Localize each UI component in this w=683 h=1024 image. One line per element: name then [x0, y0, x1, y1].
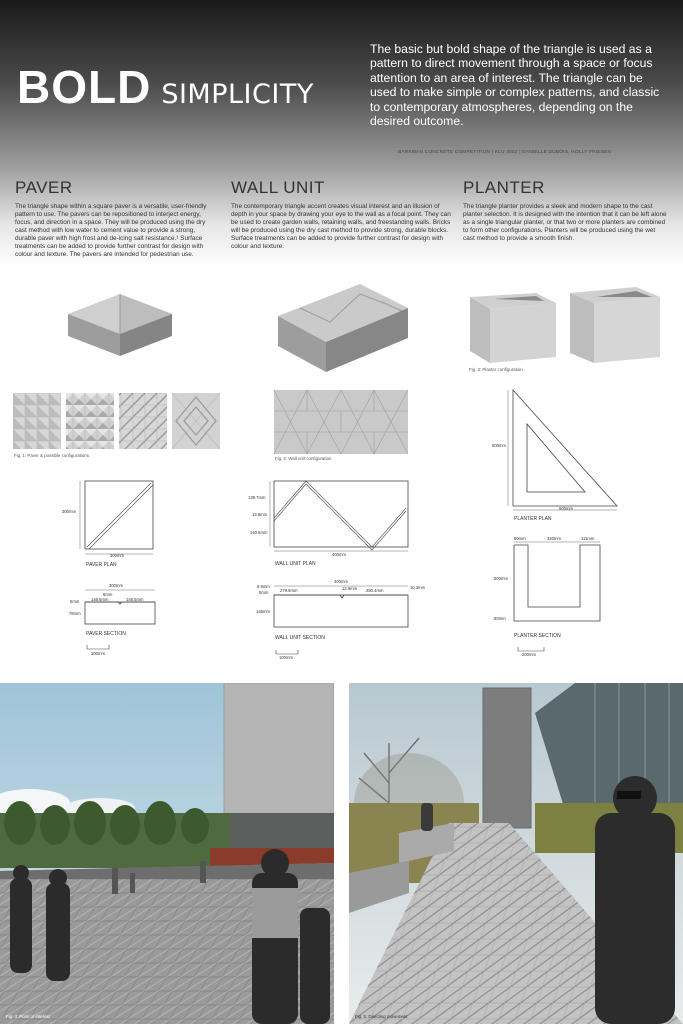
wall-sec-dim-280: 280.4mm	[366, 588, 384, 593]
wall-plan-label: WALL UNIT PLAN	[275, 561, 316, 567]
planter-scale-label: 200mm	[522, 652, 536, 657]
planter-text: The triangle planter provides a sleek and modern shape to the cast planter selection. It is designed with the intention that it can be left alone as a single triangular planter, or that two or more planters are combined to form other configurations. Planters will be produced using the wet cast method to provide a smooth finish.	[463, 203, 667, 242]
paver-sec-dim-6: 6mm	[103, 592, 113, 597]
wall-plan-dim-len: 400mm	[332, 552, 346, 557]
planter-section-drawing	[512, 541, 602, 626]
paver-section-drawing	[80, 588, 160, 628]
planter-plan-drawing	[505, 388, 625, 513]
title-light: SIMPLICITY	[161, 79, 314, 110]
wall-unit-render	[270, 278, 415, 378]
planter-title: PLANTER	[463, 178, 545, 197]
paver-plan-dim-side: 300mm	[62, 509, 76, 514]
planter-sec-dim-80: 80mm	[514, 536, 526, 541]
planter-plan-label: PLANTER PLAN	[514, 516, 552, 522]
paver-patterns	[13, 393, 223, 451]
wall-config-caption: Fig. 2: Wall unit configuration	[275, 456, 332, 461]
title-bold: BOLD	[17, 61, 152, 113]
paver-render	[60, 290, 180, 360]
wall-plan-drawing	[268, 480, 413, 555]
wall-section-label: WALL UNIT SECTION	[275, 635, 325, 641]
planter-sec-dim-320: 320mm	[547, 536, 561, 541]
wall-sec-dim-top: 400mm	[334, 579, 348, 584]
wall-section-drawing	[272, 585, 412, 630]
wall-scale-label: 100mm	[279, 655, 293, 660]
planter-plan-dim-side: 500mm	[492, 443, 506, 448]
planter-sec-dim-base: 80mm	[494, 616, 506, 621]
render-point-of-interest	[0, 683, 334, 1024]
planter-sec-dim-h: 500mm	[494, 576, 508, 581]
wall-title: WALL UNIT	[231, 178, 325, 197]
paver-sec-dim-b: 146.5mm	[126, 597, 144, 602]
right-photo-caption: Fig. 5: Directing movement	[355, 1014, 408, 1019]
planter-sec-dim-111: 111mm	[581, 536, 595, 541]
paver-sec-dim-h: 76mm	[69, 611, 81, 616]
paver-sec-dim-a: 146.5mm	[91, 597, 109, 602]
wall-sec-dim-103: 10.3mm	[410, 585, 426, 590]
paver-scale-label: 100mm	[91, 651, 105, 656]
render-right-scene	[349, 683, 683, 1024]
render-directing-movement	[349, 683, 683, 1024]
render-left-scene	[0, 683, 334, 1024]
paver-section-label: PAVER SECTION	[86, 631, 126, 637]
paver-plan-dim-bottom: 300mm	[110, 553, 124, 558]
planter-plan-dim-bottom: 500mm	[559, 506, 573, 511]
wall-sec-dim-279: 279.6mm	[280, 588, 298, 593]
intro-text: The basic but bold shape of the triangle is used as a pattern to direct movement through a space or focus attention to an area of interest. The triangle can be used to make simple or complex patterns, and classic to contemporary atmospheres, depending on the desired outcome.	[370, 42, 660, 129]
paver-text: The triangle shape within a square paver is a versatile, user-friendly pattern to use. The pavers can be repositioned to interject energy, focus, and direction in a space. They will be produced using the dry cast method with low water to cement value to provide a strong, durable paver with high frost and de-icing salt resistance.¹ Surface treatments can be added to provide further contrast for design with colour and texture. The pavers are intended for pedestrian use.	[15, 203, 207, 258]
credits: BARKMAN CONCRETE COMPETITION | KLU 4002 | DANIELLE DUBOIS, HOLLY FRIESEN	[398, 150, 612, 155]
paver-plan-label: PAVER PLAN	[86, 562, 117, 568]
wall-configuration	[274, 390, 408, 454]
wall-sec-dim-89: 8.9mm	[257, 584, 270, 589]
wall-text: The contemporary triangle accent creates visual interest and an illusion of depth in your space by drawing your eye to the wall as a focal point. They can be used to create garden walls, retaining walls, and freestanding walls. Bricks will be produced using the dry cast method to provide strong, durable blocks. Surface treatments can be added to provide further contrast for design with colour and texture.	[231, 203, 451, 250]
planter-config-caption: Fig. 3: Planter configuration	[469, 367, 523, 372]
poster-title	[17, 60, 314, 114]
paver-plan-drawing	[50, 480, 160, 560]
planter-section-label: PLANTER SECTION	[514, 633, 561, 639]
left-photo-caption: Fig. 4: Point of interest	[6, 1014, 50, 1019]
wall-plan-dim-a: 139.7mm	[248, 495, 266, 500]
paver-title: PAVER	[15, 178, 73, 197]
planter-render	[466, 283, 666, 368]
paver-sec-dim-top: 300mm	[109, 583, 123, 588]
wall-plan-dim-c: 140.6mm	[250, 530, 268, 535]
wall-sec-dim-129: 12.9mm	[342, 586, 358, 591]
paver-sec-dim-5: 5mm	[70, 599, 80, 604]
wall-sec-dim-h: 145mm	[256, 609, 270, 614]
wall-sec-dim-5: 5mm	[259, 590, 269, 595]
wall-plan-dim-b: 19.6mm	[252, 512, 268, 517]
paver-patterns-caption: Fig. 1: Paver & possible configurations	[14, 453, 89, 458]
